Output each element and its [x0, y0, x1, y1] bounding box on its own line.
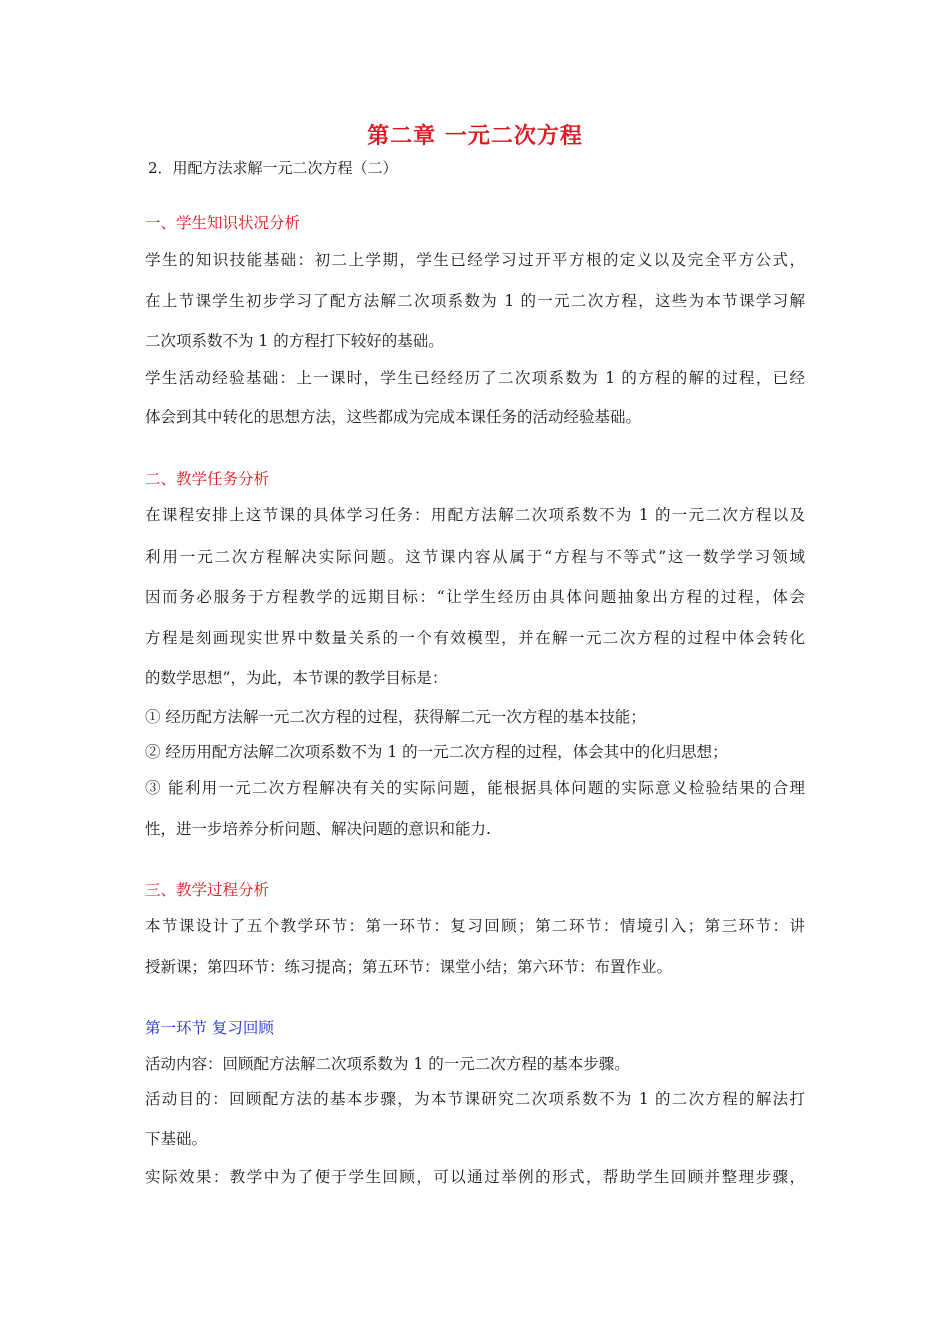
section-heading: 三、教学过程分析: [145, 881, 270, 899]
paragraph-line: 性，进一步培养分析问题、解决问题的意识和能力.: [145, 820, 491, 838]
paragraph-line: 二次项系数不为 1 的方程打下较好的基础。: [145, 332, 444, 350]
paragraph-line: 在课程安排上这节课的具体学习任务：用配方法解二次项系数不为 1 的一元二次方程以及: [145, 506, 805, 524]
paragraph-line: 利用一元二次方程解决实际问题。这节课内容从属于“方程与不等式”这一数学学习领域: [145, 548, 805, 566]
objective-item: ③ 能利用一元二次方程解决有关的实际问题，能根据具体问题的实际意义检验结果的合理: [145, 779, 805, 797]
paragraph-line: 学生的知识技能基础：初二上学期，学生已经学习过开平方根的定义以及完全平方公式，: [145, 251, 805, 269]
paragraph-line: 在上节课学生初步学习了配方法解二次项系数为 1 的一元二次方程，这些为本节课学习解: [145, 292, 805, 310]
objective-item: ② 经历用配方法解二次项系数不为 1 的一元二次方程的过程，体会其中的化归思想；: [145, 743, 728, 761]
paragraph-line: 学生活动经验基础：上一课时，学生已经经历了二次项系数为 1 的方程的解的过程，已经: [145, 369, 805, 387]
paragraph-line: 的数学思想”，为此，本节课的教学目标是：: [145, 669, 448, 687]
section-heading: 二、教学任务分析: [145, 470, 270, 488]
paragraph-line: 授新课；第四环节：练习提高；第五环节：课堂小结；第六环节：布置作业。: [145, 958, 673, 976]
paragraph-line: 本节课设计了五个教学环节：第一环节：复习回顾；第二环节：情境引入；第三环节：讲: [145, 917, 805, 935]
paragraph-line: 活动目的：回顾配方法的基本步骤，为本节课研究二次项系数不为 1 的二次方程的解法打: [145, 1090, 805, 1108]
chapter-title: 第二章 一元二次方程: [367, 123, 583, 149]
paragraph-line: 活动内容：回顾配方法解二次项系数为 1 的一元二次方程的基本步骤。: [145, 1055, 630, 1073]
paragraph-line: 实际效果：教学中为了便于学生回顾，可以通过举例的形式，帮助学生回顾并整理步骤，: [145, 1168, 805, 1186]
paragraph-line: 下基础。: [145, 1130, 208, 1148]
section-heading: 一、学生知识状况分析: [145, 214, 301, 232]
stage-heading: 第一环节 复习回顾: [145, 1019, 274, 1037]
paragraph-line: 方程是刻画现实世界中数量关系的一个有效模型，并在解一元二次方程的过程中体会转化: [145, 629, 805, 647]
objective-item: ① 经历配方法解一元二次方程的过程，获得解二元一次方程的基本技能；: [145, 708, 646, 726]
paragraph-line: 体会到其中转化的思想方法，这些都成为完成本课任务的活动经验基础。: [145, 408, 642, 426]
lesson-subtitle: 2．用配方法求解一元二次方程（二）: [148, 159, 398, 177]
paragraph-line: 因而务必服务于方程教学的远期目标：“让学生经历由具体问题抽象出方程的过程，体会: [145, 588, 805, 606]
